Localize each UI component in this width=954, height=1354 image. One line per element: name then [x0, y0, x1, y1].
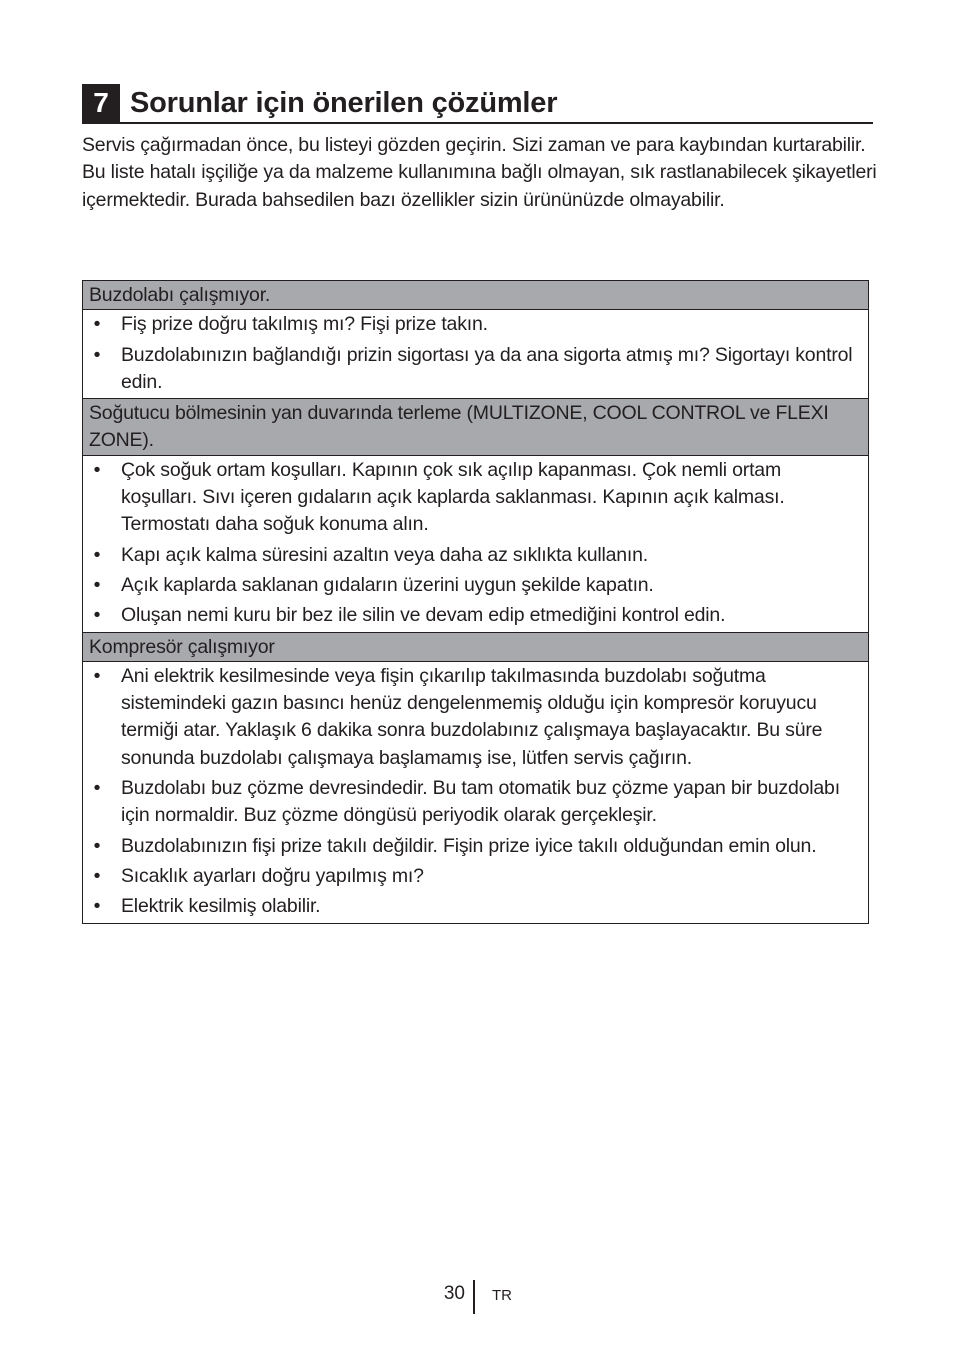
intro-paragraph: Servis çağırmadan önce, bu listeyi gözden geçirin. Sizi zaman ve para kaybından kurtarabilir. Bu liste hatalı işçiliğe ya da malzeme kullanımına bağlı olmayan, sık rastlanabilecek şikayetleri içermektedir. Burada bahsedilen bazı özellikler sizin ürününüzde olmayabilir.	[82, 134, 877, 211]
bullet-icon: •	[93, 895, 101, 918]
solution-item	[83, 893, 868, 920]
bullet-icon: •	[93, 604, 101, 627]
bullet-icon: •	[93, 573, 101, 596]
solution-list	[83, 456, 868, 633]
solution-text: Buzdolabı buz çözme devresindedir. Bu tam otomatik buz çözme yapan bir buzdolabı için normaldir. Buz çözme döngüsü periyodik olarak gerçekleşir.	[121, 777, 840, 827]
solution-text: Fiş prize doğru takılmış mı? Fişi prize takın.	[121, 313, 488, 336]
bullet-icon: •	[93, 834, 101, 857]
page-footer	[0, 1280, 954, 1314]
solution-item	[83, 311, 868, 338]
solution-item	[83, 342, 868, 397]
section-title: Sorunlar için önerilen çözümler	[130, 87, 558, 119]
solution-text: Buzdolabınızın fişi prize takılı değildir. Fişin prize iyice takılı olduğundan emin olun.	[121, 834, 817, 857]
bullet-icon: •	[93, 664, 101, 687]
solution-text: Açık kaplarda saklanan gıdaların üzerini uygun şekilde kapatın.	[121, 573, 654, 596]
solution-text: Sıcaklık ayarları doğru yapılmış mı?	[121, 864, 424, 887]
solution-item	[83, 457, 868, 539]
solution-text: Çok soğuk ortam koşulları. Kapının çok sık açılıp kapanması. Çok nemli ortam koşulları. Sıvı içeren gıdaların açık kaplarda saklanması. Kapının açık kalması. Termostatı daha soğuk konuma alın.	[121, 458, 785, 536]
solution-text: Ani elektrik kesilmesinde veya fişin çıkarılıp takılmasında buzdolabı soğutma sistemindeki gazın basıncı henüz dengelenmemiş olduğu için kompresör koruyucu termiği atar. Yaklaşık 6 dakika sonra buzdolabınız çalışmaya başlayacaktır. Bu süre sonunda buzdolabı çalışmaya başlamamış ise, lütfen servis çağırın.	[121, 664, 823, 769]
solution-text: Oluşan nemi kuru bir bez ile silin ve devam edip etmediğini kontrol edin.	[121, 604, 726, 627]
bullet-icon: •	[93, 458, 101, 481]
bullet-icon: •	[93, 343, 101, 366]
solution-text: Kapı açık kalma süresini azaltın veya daha az sıklıkta kullanın.	[121, 543, 648, 566]
solution-text: Elektrik kesilmiş olabilir.	[121, 895, 321, 918]
solution-item	[83, 863, 868, 890]
problem-heading: Kompresör çalışmıyor	[83, 633, 868, 662]
solution-item	[83, 663, 868, 772]
problem-heading: Buzdolabı çalışmıyor.	[83, 281, 868, 310]
bullet-icon: •	[93, 864, 101, 887]
troubleshooting-table	[82, 280, 869, 924]
solution-item	[83, 542, 868, 569]
solution-list	[83, 662, 868, 923]
solution-text: Buzdolabınızın bağlandığı prizin sigortası ya da ana sigorta atmış mı? Sigortayı kontrol edin.	[121, 343, 853, 393]
section-number-badge: 7	[82, 84, 120, 122]
problem-heading: Soğutucu bölmesinin yan duvarında terleme (MULTIZONE, COOL CONTROL ve FLEXI ZONE).	[83, 399, 868, 456]
language-code: TR	[492, 1287, 512, 1304]
bullet-icon: •	[93, 313, 101, 336]
section-header	[82, 82, 873, 124]
bullet-icon: •	[93, 543, 101, 566]
solution-list	[83, 310, 868, 399]
solution-item	[83, 602, 868, 629]
solution-item	[83, 572, 868, 599]
bullet-icon: •	[93, 777, 101, 800]
solution-item	[83, 775, 868, 830]
footer-divider	[473, 1280, 475, 1314]
page-number: 30	[443, 1283, 465, 1304]
solution-item	[83, 833, 868, 860]
